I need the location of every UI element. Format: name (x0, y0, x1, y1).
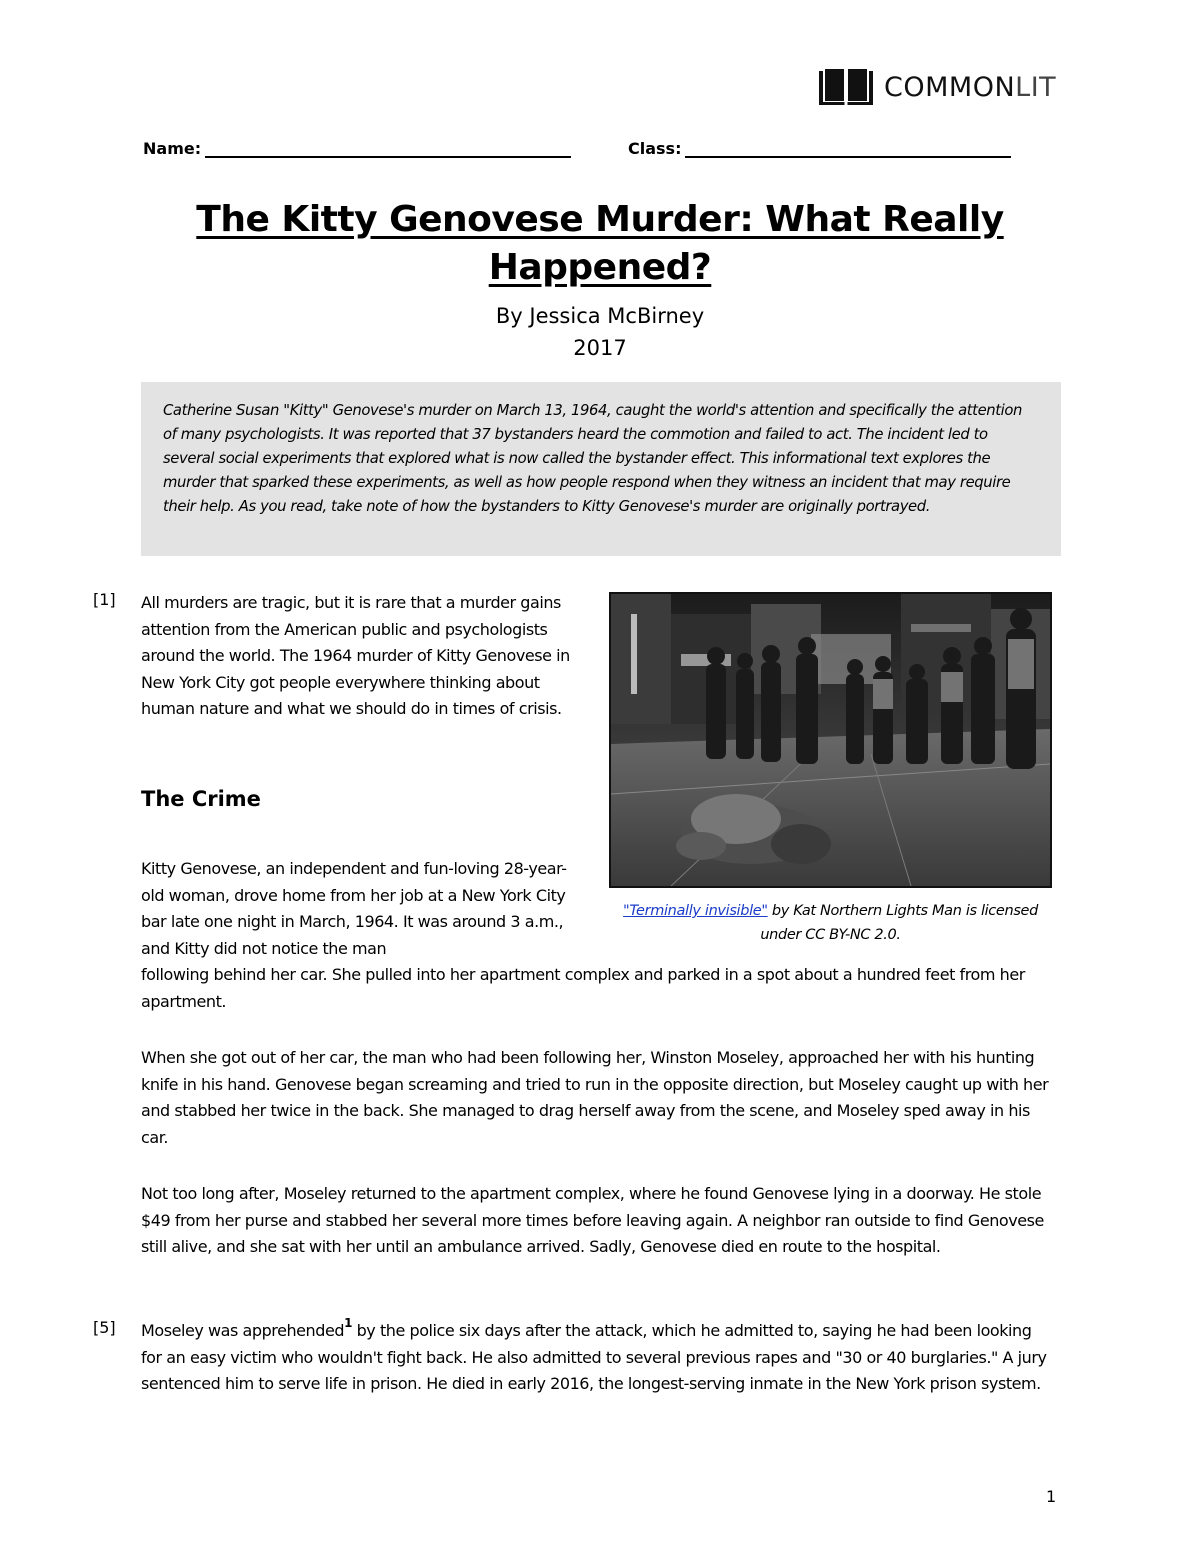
section-heading: The Crime (141, 787, 261, 811)
paragraph-2b: following behind her car. She pulled into her apartment complex and parked in a spot about a hundred feet from her apartment. (141, 965, 1025, 1011)
image-caption (609, 899, 1052, 947)
page-title: The Kitty Genovese Murder: What Really Happened? (196, 199, 1004, 288)
byline (300, 300, 900, 364)
class-field[interactable] (628, 138, 1011, 158)
author: By Jessica McBirney (495, 304, 705, 328)
page-number: 1 (1046, 1487, 1057, 1506)
class-label: Class: (628, 139, 682, 158)
commonlit-logo (818, 66, 1056, 108)
paragraph-4: Not too long after, Moseley returned to the apartment complex, where he found Genovese lying in a doorway. He stole $49 from her purse and stabbed her several more times before leaving again. A neighbor ran outside to find Genovese still alive, and she sat with her until an ambulance arrived. Sadly, Genovese died en route to the hospital. (141, 1184, 1044, 1257)
year: 2017 (573, 336, 627, 360)
class-line[interactable] (685, 138, 1011, 158)
name-label: Name: (143, 139, 202, 158)
brand-name-bold: COMMON (884, 71, 1016, 103)
brand-name (884, 72, 1056, 103)
book-icon (818, 67, 874, 107)
name-line[interactable] (205, 138, 571, 158)
caption-text: by Kat Northern Lights Man is licensed under CC BY-NC 2.0. (760, 903, 1038, 943)
paragraph-5-start: Moseley was apprehended (141, 1321, 345, 1340)
footnote-marker[interactable]: 1 (344, 1316, 352, 1330)
brand-name-light: LIT (1015, 71, 1057, 103)
paragraph-5 (141, 1318, 1053, 1398)
paragraph-5-rest: by the police six days after the attack, which he admitted to, saying he had been looking for an easy victim who wouldn't fight back. He also admitted to several previous rapes and "30 or 40 burglaries." A jury sentenced him to serve life in prison. He died in early 2016, the longest-serving inmate in the New York prison system. (141, 1321, 1047, 1394)
paragraph-number: [1] (93, 590, 116, 609)
paragraph-number: [5] (93, 1318, 116, 1337)
intro-box: Catherine Susan "Kitty" Genovese's murder on March 13, 1964, caught the world's attention and specifically the attention of many psychologists. It was reported that 37 bystanders heard the commotion and failed to act. The incident led to several social experiments that explored what is now called the bystander effect. This informational text explores the murder that sparked these experiments, as well as how people respond when they witness an incident that may require their help. As you read, take note of how the bystanders to Kitty Genovese's murder are originally portrayed. (141, 382, 1061, 556)
article-photo (609, 592, 1052, 888)
paragraph-1: All murders are tragic, but it is rare that a murder gains attention from the American public and psychologists around the world. The 1964 murder of Kitty Genovese in New York City got people everywhere thinking about human nature and what we should do in times of crisis. (141, 593, 570, 719)
name-field[interactable] (143, 138, 571, 158)
paragraph-3: When she got out of her car, the man who had been following her, Winston Moseley, approached her with his hunting knife in his hand. Genovese began screaming and tried to run in the opposite direction, but Moseley caught up with her and stabbed her twice in the back. She managed to drag herself away from the scene, and Moseley sped away in his car. (141, 1048, 1049, 1147)
caption-link[interactable]: "Terminally invisible" (623, 903, 768, 919)
paragraph-2a: Kitty Genovese, an independent and fun-loving 28-year-old woman, drove home from her job at a New York City bar late one night in March, 1964. It was around 3 a.m., and Kitty did not notice the man (141, 859, 567, 958)
